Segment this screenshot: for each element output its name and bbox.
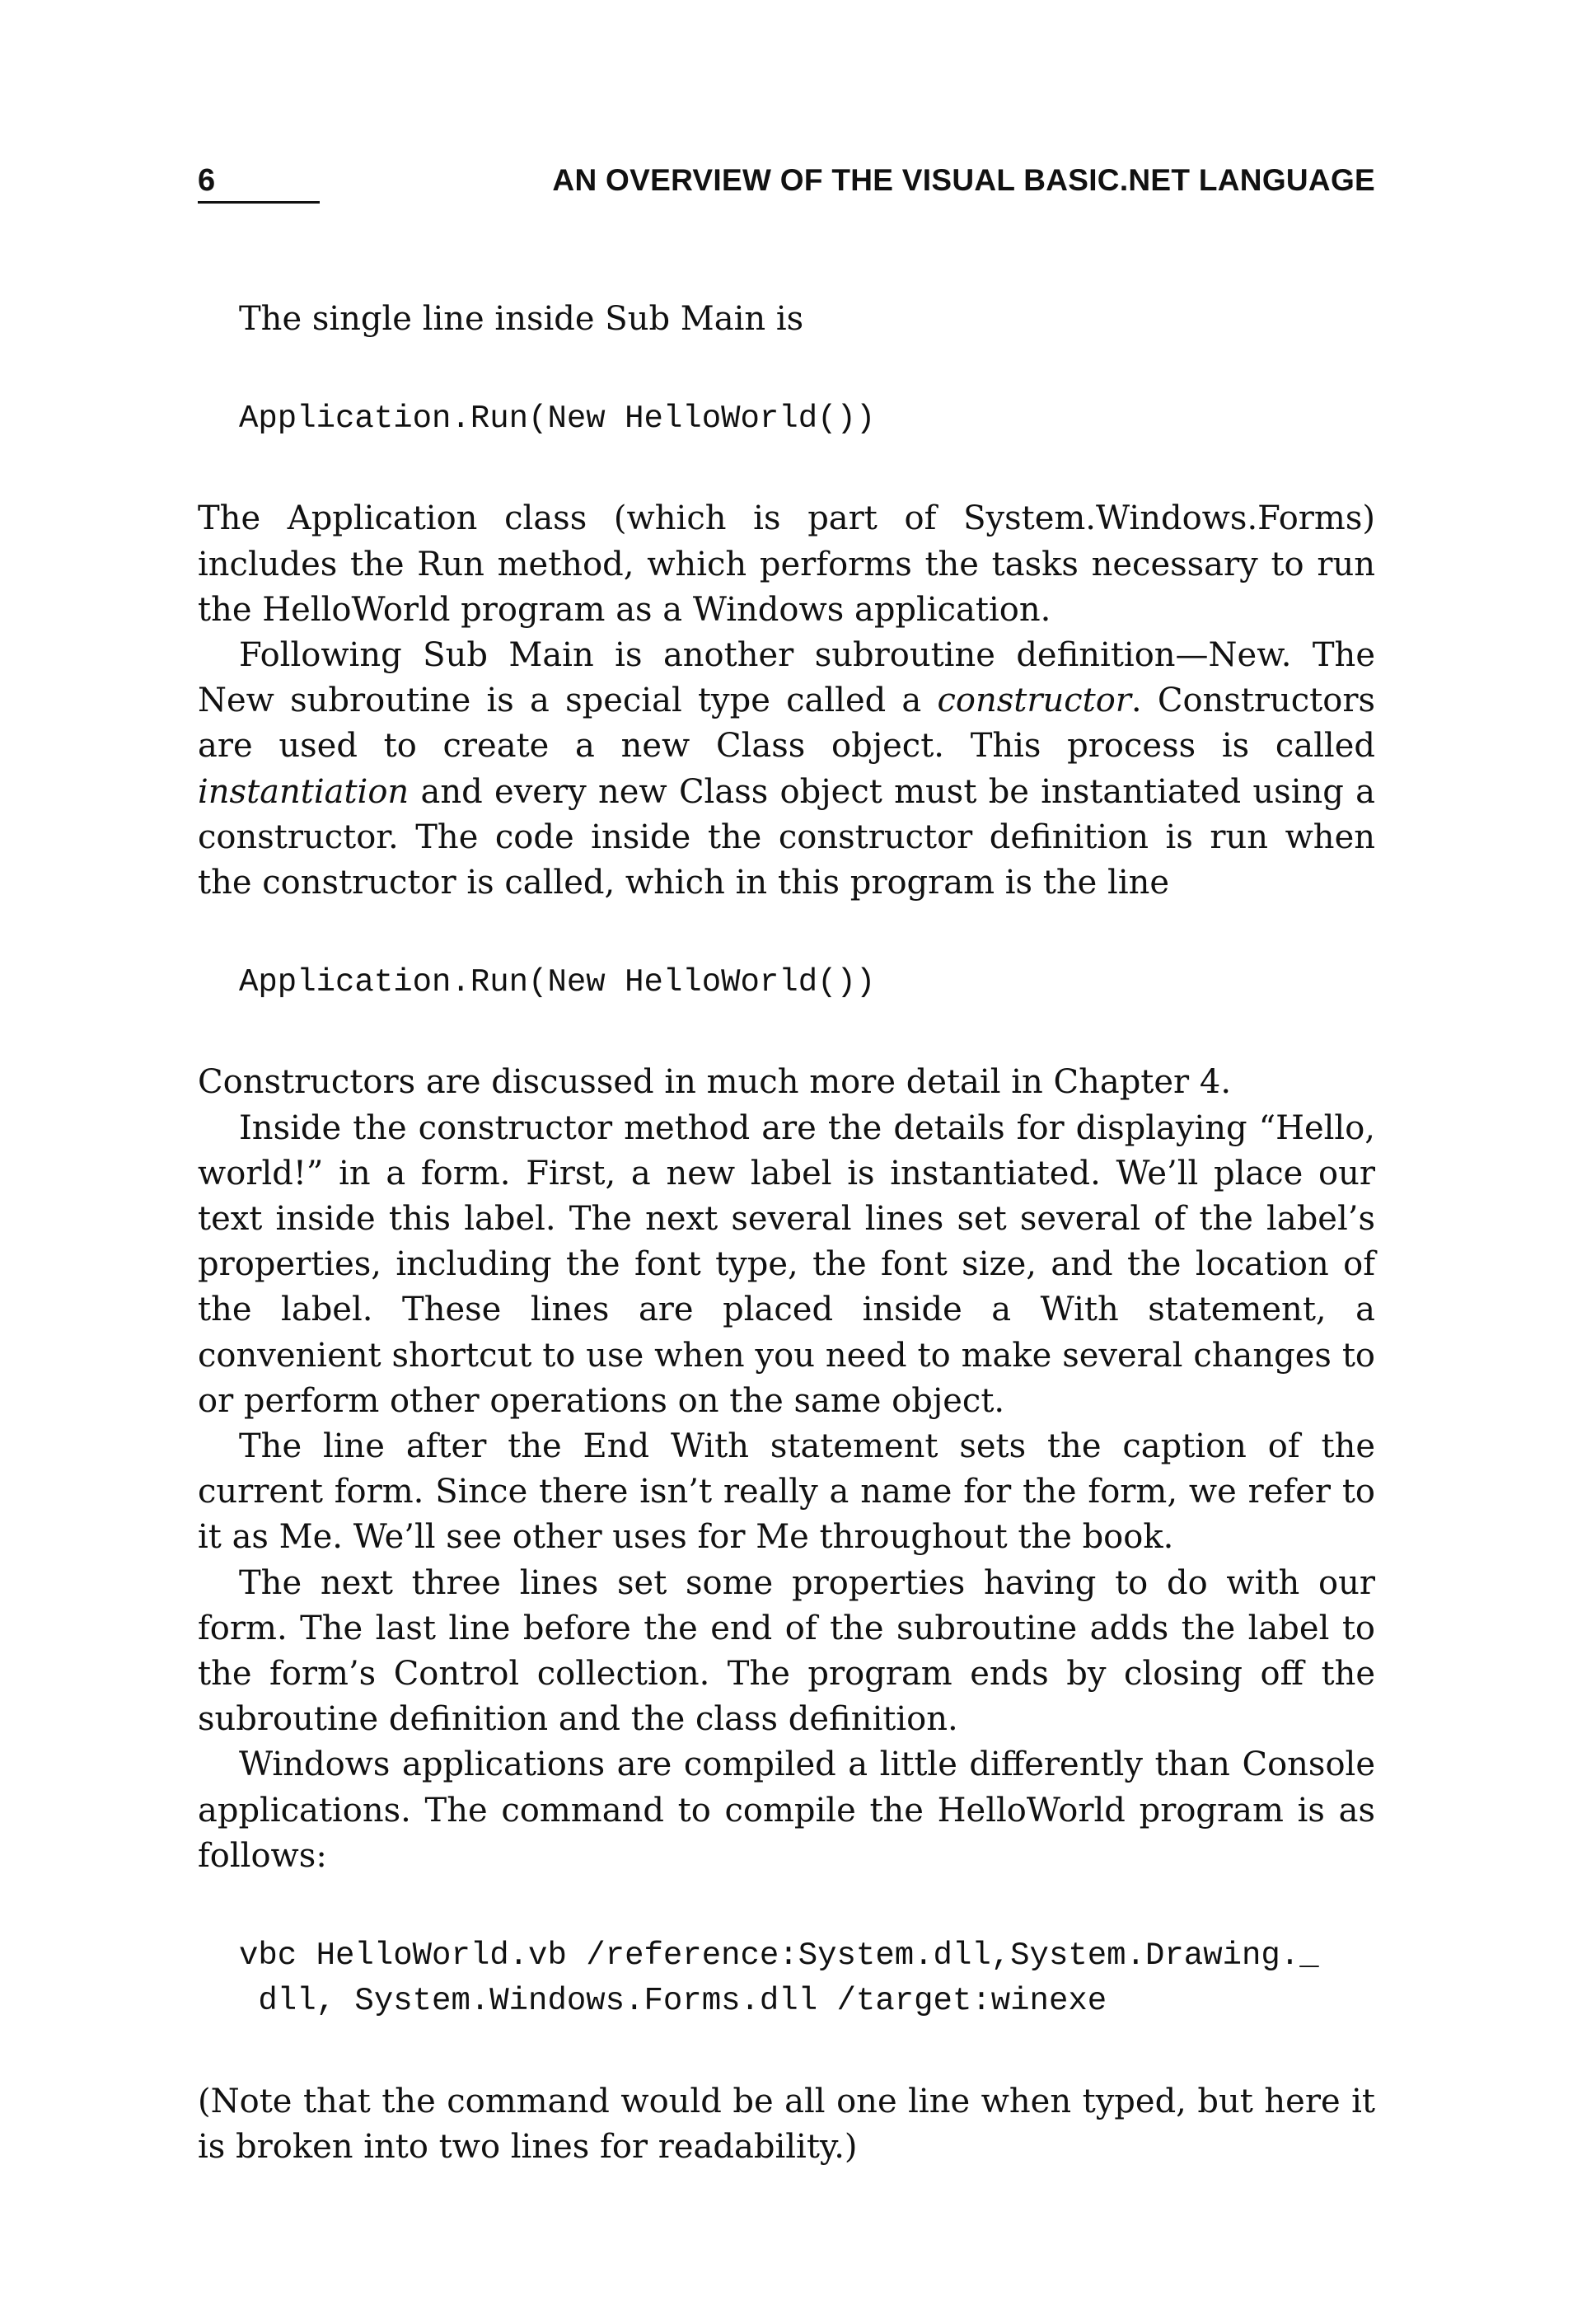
paragraph: The line after the End With statement sets the caption of the current form. Since there isn’t really a name for the form, we refer to it as Me. We’ll see other uses for Me throughout the book. <box>198 1427 1375 1557</box>
code-block: Application.Run(New HelloWorld()) <box>239 401 876 438</box>
paragraph: (Note that the command would be all one line when typed, but here it is broken into two lines for readability.) <box>198 2082 1375 2166</box>
code-block: Application.Run(New HelloWorld()) <box>239 964 876 1001</box>
emphasis-term: constructor <box>937 682 1131 720</box>
running-head: AN OVERVIEW OF THE VISUAL BASIC.NET LANGUAGE <box>552 163 1375 197</box>
code-line: vbc HelloWorld.vb /reference:System.dll,System.Drawing._ <box>239 1937 1319 1975</box>
paragraph: The next three lines set some properties having to do with our form. The last line before the end of the subroutine adds the label to the form’s Control collection. The program ends by closing off the subroutine definition and the class definition. <box>198 1563 1375 1739</box>
text-run: . Constructors are used to create a new Class object. This process is called <box>198 682 1375 766</box>
page-number: 6 <box>198 162 320 204</box>
paragraph: Constructors are discussed in much more detail in Chapter 4. <box>198 1063 1232 1102</box>
text-run: and every new Class object must be instantiated using a constructor. The code inside the constructor definition is run when the constructor is called, which in this program is the line <box>198 772 1375 902</box>
page-body <box>198 297 1375 2170</box>
code-line: dll, System.Windows.Forms.dll /target:winexe <box>239 1983 1107 2020</box>
paragraph <box>198 633 1375 906</box>
emphasis-term: instantiation <box>198 772 410 811</box>
paragraph: Windows applications are compiled a little differently than Console applications. The command to compile the HelloWorld program is as follows: <box>198 1745 1375 1875</box>
paragraph: Inside the constructor method are the details for displaying “Hello, world!” in a form. First, a new label is instantiated. We’ll place our text inside this label. The next several lines set several of the label’s properties, including the font type, the font size, and the location of the label. These lines are placed inside a With statement, a convenient shortcut to use when you need to make several changes to or perform other operations on the same object. <box>198 1108 1375 1420</box>
paragraph: The Application class (which is part of System.Windows.Forms) includes the Run method, which performs the tasks necessary to run the HelloWorld program as a Windows application. <box>198 499 1375 629</box>
paragraph: The single line inside Sub Main is <box>239 300 804 338</box>
text-run: Following Sub Main is another subroutine definition—New. The New subroutine is a special type called a <box>198 636 1375 720</box>
